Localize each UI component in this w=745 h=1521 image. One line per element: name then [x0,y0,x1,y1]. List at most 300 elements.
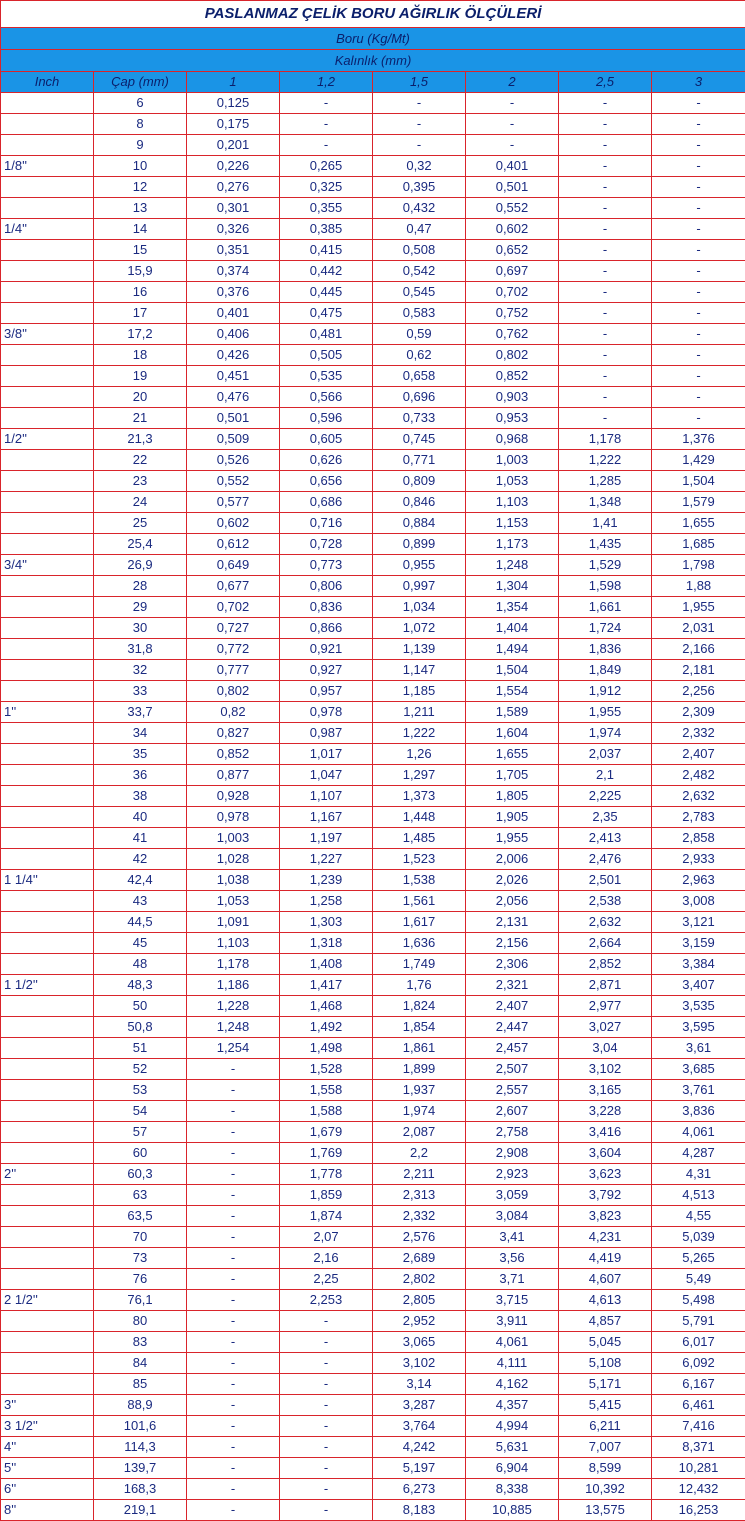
weight-1-2-cell: 0,535 [280,366,373,387]
weight-1-cell: 0,602 [187,513,280,534]
weight-2-5-cell: 1,849 [559,660,652,681]
weight-2-cell: 0,953 [466,408,559,429]
inch-cell [1,1017,94,1038]
weight-2-cell: 2,557 [466,1080,559,1101]
weight-3-cell: 5,265 [652,1248,745,1269]
weight-1-cell: - [187,1353,280,1374]
weight-1-5-cell: 8,183 [373,1500,466,1521]
diameter-cell: 14 [94,219,187,240]
inch-cell [1,534,94,555]
weight-2-5-cell: - [559,366,652,387]
inch-cell [1,891,94,912]
weight-2-5-cell: 1,348 [559,492,652,513]
weight-2-cell: 0,852 [466,366,559,387]
weight-1-2-cell: 0,626 [280,450,373,471]
weight-3-cell: 8,371 [652,1437,745,1458]
inch-cell: 1 1/2'' [1,975,94,996]
weight-1-2-cell: 0,773 [280,555,373,576]
weight-1-5-cell: 0,395 [373,177,466,198]
weight-1-cell: 0,877 [187,765,280,786]
weight-2-5-cell: 4,857 [559,1311,652,1332]
weight-1-2-cell: 1,859 [280,1185,373,1206]
diameter-cell: 15 [94,240,187,261]
inch-cell [1,261,94,282]
diameter-cell: 80 [94,1311,187,1332]
weight-3-cell: - [652,156,745,177]
inch-cell [1,1206,94,1227]
weight-1-5-cell: 0,432 [373,198,466,219]
diameter-cell: 9 [94,135,187,156]
weight-3-cell: - [652,324,745,345]
weight-1-cell: 1,003 [187,828,280,849]
weight-1-2-cell: 0,355 [280,198,373,219]
weight-1-5-cell: 1,485 [373,828,466,849]
weight-3-cell: 16,253 [652,1500,745,1521]
diameter-cell: 52 [94,1059,187,1080]
weight-2-5-cell: - [559,240,652,261]
weight-2-5-cell: - [559,324,652,345]
table-row [1,1206,745,1227]
table-row [1,324,745,345]
weight-1-cell: - [187,1101,280,1122]
weight-3-cell: 2,256 [652,681,745,702]
diameter-cell: 50,8 [94,1017,187,1038]
column-header-row [1,72,745,93]
weight-2-cell: 4,994 [466,1416,559,1437]
weight-2-cell: 0,552 [466,198,559,219]
inch-cell [1,1059,94,1080]
weight-3-cell: 3,535 [652,996,745,1017]
weight-2-cell: 1,905 [466,807,559,828]
weight-1-5-cell: 1,297 [373,765,466,786]
inch-cell: 1'' [1,702,94,723]
diameter-cell: 63 [94,1185,187,1206]
inch-cell [1,639,94,660]
diameter-cell: 85 [94,1374,187,1395]
table-row [1,807,745,828]
inch-cell [1,345,94,366]
weight-2-cell: 1,705 [466,765,559,786]
weight-1-2-cell: - [280,1374,373,1395]
weight-1-5-cell: 0,809 [373,471,466,492]
weight-2-cell: 2,321 [466,975,559,996]
table-row [1,828,745,849]
diameter-cell: 48,3 [94,975,187,996]
weight-1-cell: - [187,1080,280,1101]
weight-1-5-cell: 2,952 [373,1311,466,1332]
weight-1-cell: 0,552 [187,471,280,492]
weight-1-2-cell: 1,408 [280,954,373,975]
weight-1-2-cell: - [280,1479,373,1500]
weight-1-5-cell: 3,065 [373,1332,466,1353]
diameter-cell: 34 [94,723,187,744]
table-row [1,1101,745,1122]
weight-1-2-cell: 1,769 [280,1143,373,1164]
inch-cell [1,1353,94,1374]
weight-1-cell: - [187,1122,280,1143]
weight-2-5-cell: 6,211 [559,1416,652,1437]
weight-1-cell: - [187,1416,280,1437]
diameter-cell: 20 [94,387,187,408]
weight-2-5-cell: 4,231 [559,1227,652,1248]
table-row [1,93,745,114]
weight-2-5-cell: - [559,93,652,114]
weight-2-cell: 0,602 [466,219,559,240]
thickness-subtitle: Kalınlık (mm) [1,50,745,72]
weight-2-cell: 0,968 [466,429,559,450]
header-thickness-1-5: 1,5 [373,72,466,93]
inch-cell: 2 1/2'' [1,1290,94,1311]
weight-2-cell: 2,006 [466,849,559,870]
inch-cell [1,1080,94,1101]
diameter-cell: 6 [94,93,187,114]
weight-1-cell: 1,186 [187,975,280,996]
weight-3-cell: 5,49 [652,1269,745,1290]
weight-2-5-cell: 13,575 [559,1500,652,1521]
weight-2-5-cell: - [559,156,652,177]
inch-cell: 8'' [1,1500,94,1521]
weight-1-2-cell: 1,588 [280,1101,373,1122]
diameter-cell: 29 [94,597,187,618]
weight-1-cell: - [187,1059,280,1080]
weight-1-5-cell: 1,76 [373,975,466,996]
diameter-cell: 51 [94,1038,187,1059]
weight-3-cell: 1,429 [652,450,745,471]
table-row [1,1059,745,1080]
weight-3-cell: 2,166 [652,639,745,660]
table-row [1,1269,745,1290]
diameter-cell: 83 [94,1332,187,1353]
table-row [1,849,745,870]
diameter-cell: 44,5 [94,912,187,933]
table-row [1,177,745,198]
weight-1-cell: 0,772 [187,639,280,660]
diameter-cell: 8 [94,114,187,135]
weight-3-cell: 6,017 [652,1332,745,1353]
table-row [1,135,745,156]
weight-2-5-cell: 1,598 [559,576,652,597]
weight-2-5-cell: 3,027 [559,1017,652,1038]
table-row [1,303,745,324]
weight-1-2-cell: 0,445 [280,282,373,303]
weight-3-cell: 2,407 [652,744,745,765]
weight-3-cell: 5,039 [652,1227,745,1248]
weight-1-5-cell: 1,824 [373,996,466,1017]
weight-1-cell: - [187,1290,280,1311]
weight-2-cell: 2,056 [466,891,559,912]
table-row [1,555,745,576]
weight-1-5-cell: 2,576 [373,1227,466,1248]
weight-1-5-cell: 1,617 [373,912,466,933]
weight-3-cell: 4,55 [652,1206,745,1227]
diameter-cell: 54 [94,1101,187,1122]
inch-cell: 3 1/2'' [1,1416,94,1437]
weight-1-5-cell: 1,211 [373,702,466,723]
diameter-cell: 76 [94,1269,187,1290]
weight-2-cell: - [466,114,559,135]
weight-1-cell: 0,978 [187,807,280,828]
weight-2-cell: 2,156 [466,933,559,954]
table-row [1,1143,745,1164]
inch-cell [1,618,94,639]
weight-1-2-cell: 0,265 [280,156,373,177]
weight-2-5-cell: 1,178 [559,429,652,450]
weight-2-5-cell: 10,392 [559,1479,652,1500]
weight-1-cell: 0,374 [187,261,280,282]
weight-3-cell: 4,287 [652,1143,745,1164]
weight-3-cell: 4,513 [652,1185,745,1206]
weight-2-5-cell: 2,538 [559,891,652,912]
weight-1-5-cell: 1,861 [373,1038,466,1059]
weight-1-2-cell: - [280,1500,373,1521]
weight-1-5-cell: 1,974 [373,1101,466,1122]
weight-3-cell: 3,008 [652,891,745,912]
weight-2-5-cell: 3,102 [559,1059,652,1080]
weight-3-cell: 3,836 [652,1101,745,1122]
weight-1-2-cell: 2,16 [280,1248,373,1269]
weight-3-cell: 12,432 [652,1479,745,1500]
diameter-cell: 41 [94,828,187,849]
diameter-cell: 25 [94,513,187,534]
weight-2-cell: 0,802 [466,345,559,366]
weight-1-5-cell: 0,583 [373,303,466,324]
weight-2-cell: 2,131 [466,912,559,933]
weight-3-cell: 3,159 [652,933,745,954]
inch-cell [1,303,94,324]
weight-1-2-cell: - [280,135,373,156]
weight-2-5-cell: - [559,177,652,198]
weight-2-5-cell: - [559,408,652,429]
weight-3-cell: 6,461 [652,1395,745,1416]
weight-1-5-cell: 1,185 [373,681,466,702]
table-row [1,156,745,177]
weight-1-cell: 0,677 [187,576,280,597]
table-row [1,870,745,891]
weight-3-cell: - [652,93,745,114]
weight-3-cell: 2,858 [652,828,745,849]
weight-1-2-cell: 0,505 [280,345,373,366]
weight-1-cell: - [187,1374,280,1395]
weight-1-5-cell: 0,658 [373,366,466,387]
weight-1-cell: 0,276 [187,177,280,198]
weight-2-cell: 0,702 [466,282,559,303]
diameter-cell: 13 [94,198,187,219]
weight-1-cell: - [187,1500,280,1521]
weight-1-2-cell: - [280,1395,373,1416]
weight-1-2-cell: 0,921 [280,639,373,660]
table-row [1,471,745,492]
table-row [1,744,745,765]
weight-2-cell: 0,697 [466,261,559,282]
table-row [1,765,745,786]
diameter-cell: 16 [94,282,187,303]
weight-1-5-cell: 0,745 [373,429,466,450]
diameter-cell: 101,6 [94,1416,187,1437]
weight-1-5-cell: 2,689 [373,1248,466,1269]
weight-1-2-cell: 1,498 [280,1038,373,1059]
weight-1-cell: - [187,1479,280,1500]
weight-1-2-cell: 0,987 [280,723,373,744]
inch-cell: 4'' [1,1437,94,1458]
weight-1-cell: 1,178 [187,954,280,975]
weight-2-5-cell: 1,41 [559,513,652,534]
diameter-cell: 32 [94,660,187,681]
weight-2-cell: 1,494 [466,639,559,660]
weight-1-5-cell: 1,636 [373,933,466,954]
diameter-cell: 36 [94,765,187,786]
weight-1-cell: - [187,1143,280,1164]
inch-cell [1,513,94,534]
weight-1-5-cell: 1,561 [373,891,466,912]
diameter-cell: 24 [94,492,187,513]
table-row [1,1017,745,1038]
weight-1-cell: 0,509 [187,429,280,450]
weight-2-cell: 3,084 [466,1206,559,1227]
weight-1-cell: 1,053 [187,891,280,912]
weight-1-cell: 0,351 [187,240,280,261]
weight-3-cell: 2,181 [652,660,745,681]
weight-1-5-cell: 0,542 [373,261,466,282]
weight-2-5-cell: 2,632 [559,912,652,933]
table-row [1,933,745,954]
inch-cell [1,408,94,429]
weight-2-5-cell: 5,415 [559,1395,652,1416]
table-row [1,681,745,702]
weight-1-cell: 0,501 [187,408,280,429]
weight-1-5-cell: 0,846 [373,492,466,513]
weight-3-cell: 2,783 [652,807,745,828]
weight-3-cell: 3,761 [652,1080,745,1101]
weight-2-cell: 2,447 [466,1017,559,1038]
inch-cell [1,1311,94,1332]
weight-1-5-cell: 1,937 [373,1080,466,1101]
weight-1-5-cell: 0,47 [373,219,466,240]
table-row [1,429,745,450]
weight-1-2-cell: 0,415 [280,240,373,261]
weight-3-cell: - [652,303,745,324]
weight-3-cell: 5,498 [652,1290,745,1311]
weight-1-5-cell: 4,242 [373,1437,466,1458]
weight-1-2-cell: 0,385 [280,219,373,240]
weight-1-5-cell: 1,749 [373,954,466,975]
weight-1-cell: - [187,1206,280,1227]
weight-2-5-cell: - [559,135,652,156]
inch-cell [1,1101,94,1122]
weight-3-cell: 2,031 [652,618,745,639]
weight-1-2-cell: - [280,1437,373,1458]
weight-3-cell: 2,632 [652,786,745,807]
weight-2-5-cell: 2,413 [559,828,652,849]
table-row [1,1437,745,1458]
weight-2-cell: 1,354 [466,597,559,618]
weight-1-cell: 0,326 [187,219,280,240]
weight-1-2-cell: 1,258 [280,891,373,912]
header-diameter: Çap (mm) [94,72,187,93]
weight-2-cell: 0,903 [466,387,559,408]
table-row [1,618,745,639]
weight-3-cell: 3,121 [652,912,745,933]
diameter-cell: 35 [94,744,187,765]
weight-3-cell: 3,61 [652,1038,745,1059]
weight-1-5-cell: - [373,93,466,114]
weight-3-cell: 2,963 [652,870,745,891]
weight-2-cell: - [466,135,559,156]
weight-3-cell: - [652,114,745,135]
weight-2-5-cell: 1,285 [559,471,652,492]
weight-1-5-cell: 1,034 [373,597,466,618]
weight-1-5-cell: 0,884 [373,513,466,534]
table-row [1,1248,745,1269]
weight-1-cell: 0,175 [187,114,280,135]
weight-1-cell: - [187,1437,280,1458]
weight-1-2-cell: 1,197 [280,828,373,849]
weight-1-2-cell: 0,325 [280,177,373,198]
weight-2-5-cell: 4,607 [559,1269,652,1290]
weight-1-cell: - [187,1185,280,1206]
header-thickness-2-5: 2,5 [559,72,652,93]
weight-2-cell: 2,026 [466,870,559,891]
inch-cell [1,1248,94,1269]
weight-1-2-cell: 0,442 [280,261,373,282]
table-row [1,1479,745,1500]
weight-2-cell: 3,41 [466,1227,559,1248]
inch-cell [1,1227,94,1248]
weight-3-cell: 3,407 [652,975,745,996]
weight-2-cell: 4,357 [466,1395,559,1416]
weight-2-cell: 2,507 [466,1059,559,1080]
weight-1-5-cell: 0,59 [373,324,466,345]
weight-1-5-cell: 3,102 [373,1353,466,1374]
weight-2-cell: 0,501 [466,177,559,198]
header-inch: Inch [1,72,94,93]
diameter-cell: 30 [94,618,187,639]
diameter-cell: 21 [94,408,187,429]
weight-2-cell: 2,758 [466,1122,559,1143]
weight-3-cell: 3,595 [652,1017,745,1038]
weight-1-2-cell: 0,978 [280,702,373,723]
weight-2-5-cell: 5,171 [559,1374,652,1395]
weight-1-cell: 0,852 [187,744,280,765]
weight-1-2-cell: - [280,1311,373,1332]
diameter-cell: 31,8 [94,639,187,660]
weight-1-cell: 0,827 [187,723,280,744]
weight-3-cell: 2,482 [652,765,745,786]
weight-3-cell: 1,504 [652,471,745,492]
table-row [1,492,745,513]
weight-3-cell: - [652,366,745,387]
table-row [1,891,745,912]
inch-cell: 1 1/4'' [1,870,94,891]
weight-1-5-cell: 0,955 [373,555,466,576]
weight-2-5-cell: 2,664 [559,933,652,954]
weight-2-cell: - [466,93,559,114]
inch-cell [1,1122,94,1143]
inch-cell [1,1269,94,1290]
weight-2-cell: 1,103 [466,492,559,513]
table-row [1,1500,745,1521]
weight-1-5-cell: - [373,135,466,156]
weight-1-5-cell: 1,523 [373,849,466,870]
inch-cell: 5'' [1,1458,94,1479]
weight-2-5-cell: 1,661 [559,597,652,618]
weight-3-cell: 1,88 [652,576,745,597]
diameter-cell: 38 [94,786,187,807]
table-row [1,261,745,282]
inch-cell [1,912,94,933]
inch-cell [1,240,94,261]
weight-1-cell: - [187,1395,280,1416]
weight-3-cell: - [652,261,745,282]
